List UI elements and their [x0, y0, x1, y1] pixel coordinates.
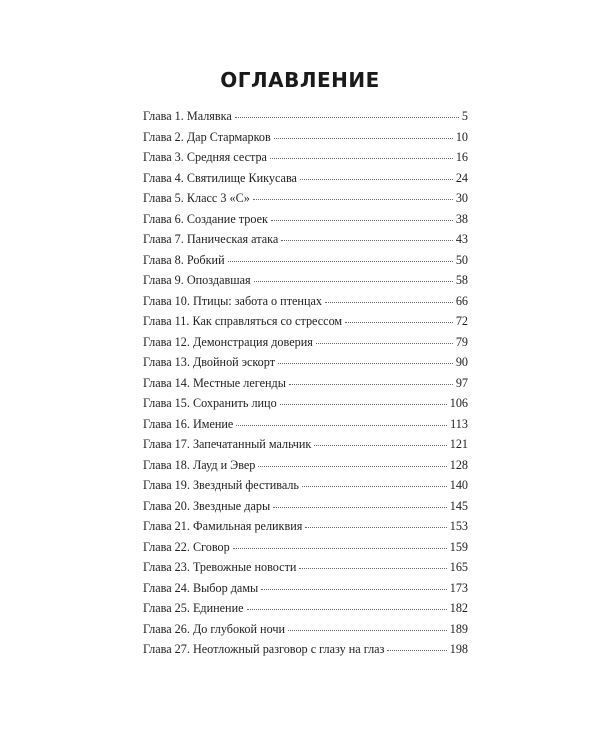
toc-chapter-title: Глава 27. Неотложный разговор с глазу на глаз: [143, 642, 385, 656]
toc-page-number: 72: [455, 314, 468, 328]
toc-page-number: 16: [455, 150, 468, 164]
dot-leader: [274, 138, 453, 139]
toc-chapter-title: Глава 20. Звездные дары: [143, 498, 271, 513]
toc-page-number: 165: [449, 560, 468, 574]
toc-page-number: 113: [450, 416, 468, 431]
toc-chapter-title: Глава 21. Фамильная реликвия: [143, 519, 303, 533]
toc-entry: [143, 642, 468, 663]
toc-page-number: 140: [449, 478, 468, 492]
toc-page-number: 153: [449, 519, 468, 533]
toc-entry: [143, 417, 468, 438]
toc-chapter-title: Глава 23. Тревожные новости: [143, 560, 297, 574]
toc-page-number: 182: [449, 601, 468, 615]
toc-chapter-title: Глава 22. Сговор: [143, 539, 230, 554]
dot-leader: [233, 548, 447, 549]
toc-page-number: 198: [449, 642, 468, 656]
toc-entry: [143, 519, 468, 540]
toc-page-number: 66: [455, 293, 468, 308]
page-title: ОГЛАВЛЕНИЕ: [220, 68, 380, 92]
toc-page-number: 189: [449, 621, 468, 636]
toc-chapter-title: Глава 12. Демонстрация доверия: [143, 334, 313, 349]
dot-leader: [235, 117, 459, 118]
toc-chapter-title: Глава 9. Опоздавшая: [143, 273, 251, 287]
toc-entry: [143, 396, 468, 417]
toc-entry: [143, 294, 468, 315]
toc-page-number: 79: [455, 334, 468, 349]
toc-chapter-title: Глава 6. Создание троек: [143, 211, 268, 226]
dot-leader: [236, 425, 447, 426]
dot-leader: [316, 343, 453, 344]
toc-page-number: 38: [455, 211, 468, 226]
dot-leader: [299, 568, 446, 569]
dot-leader: [300, 179, 453, 180]
toc-page-number: 106: [449, 396, 468, 410]
toc-chapter-title: Глава 2. Дар Стармарков: [143, 129, 271, 144]
dot-leader: [273, 507, 447, 508]
toc-entry: [143, 478, 468, 499]
toc-chapter-title: Глава 11. Как справляться со стрессом: [143, 314, 343, 328]
dot-leader: [345, 322, 453, 323]
toc-chapter-title: Глава 7. Паническая атака: [143, 232, 279, 246]
toc-page-number: 121: [449, 437, 468, 451]
toc-entry: [143, 212, 468, 233]
dot-leader: [305, 527, 446, 528]
toc-chapter-title: Глава 19. Звездный фестиваль: [143, 478, 299, 492]
dot-leader: [281, 240, 453, 241]
toc-entry: [143, 540, 468, 561]
toc-chapter-title: Глава 13. Двойной эскорт: [143, 355, 276, 369]
toc-chapter-title: Глава 10. Птицы: забота о птенцах: [143, 293, 322, 308]
toc-entry: [143, 232, 468, 253]
toc-chapter-title: Глава 24. Выбор дамы: [143, 580, 259, 595]
toc-entry: [143, 581, 468, 602]
toc-entry: [143, 601, 468, 622]
toc-chapter-title: Глава 1. Малявка: [143, 109, 232, 123]
dot-leader: [325, 302, 453, 303]
toc-entry: [143, 335, 468, 356]
dot-leader: [280, 404, 447, 405]
toc-chapter-title: Глава 14. Местные легенды: [143, 375, 286, 390]
dot-leader: [289, 384, 453, 385]
dot-leader: [288, 630, 447, 631]
toc-page-number: 128: [449, 457, 468, 472]
toc-page-number: 5: [461, 109, 468, 123]
toc-entry: [143, 130, 468, 151]
table-of-contents: [143, 109, 468, 663]
toc-chapter-title: Глава 8. Робкий: [143, 252, 225, 267]
dot-leader: [247, 609, 447, 610]
toc-page-number: 43: [455, 232, 468, 246]
toc-entry: [143, 253, 468, 274]
dot-leader: [270, 158, 453, 159]
toc-page-number: 50: [455, 252, 468, 267]
toc-chapter-title: Глава 15. Сохранить лицо: [143, 396, 277, 410]
toc-chapter-title: Глава 26. До глубокой ночи: [143, 621, 286, 636]
toc-entry: [143, 355, 468, 376]
toc-entry: [143, 109, 468, 130]
dot-leader: [278, 363, 453, 364]
toc-entry: [143, 437, 468, 458]
toc-entry: [143, 560, 468, 581]
dot-leader: [253, 199, 453, 200]
toc-page-number: 10: [455, 129, 468, 144]
toc-chapter-title: Глава 5. Класс 3 «С»: [143, 191, 250, 205]
toc-chapter-title: Глава 3. Средняя сестра: [143, 150, 267, 164]
toc-page-number: 58: [455, 273, 468, 287]
toc-chapter-title: Глава 17. Запечатанный мальчик: [143, 437, 312, 451]
toc-page-number: 24: [455, 170, 468, 185]
toc-entry: [143, 273, 468, 294]
toc-page-number: 159: [449, 539, 468, 554]
dot-leader: [387, 650, 446, 651]
toc-page-number: 97: [455, 375, 468, 390]
dot-leader: [228, 261, 453, 262]
toc-entry: [143, 376, 468, 397]
toc-page-number: 90: [455, 355, 468, 369]
toc-chapter-title: Глава 4. Святилище Кикусава: [143, 170, 297, 185]
dot-leader: [254, 281, 453, 282]
toc-entry: [143, 191, 468, 212]
toc-entry: [143, 622, 468, 643]
toc-entry: [143, 314, 468, 335]
toc-chapter-title: Глава 25. Единение: [143, 601, 244, 615]
toc-entry: [143, 171, 468, 192]
toc-page-number: 145: [449, 498, 468, 513]
dot-leader: [261, 589, 447, 590]
toc-entry: [143, 150, 468, 171]
toc-page-number: 30: [455, 191, 468, 205]
dot-leader: [314, 445, 446, 446]
toc-chapter-title: Глава 18. Лауд и Эвер: [143, 457, 256, 472]
toc-entry: [143, 458, 468, 479]
dot-leader: [258, 466, 446, 467]
dot-leader: [302, 486, 447, 487]
toc-entry: [143, 499, 468, 520]
toc-page-number: 173: [449, 580, 468, 595]
toc-chapter-title: Глава 16. Имение: [143, 416, 234, 431]
dot-leader: [271, 220, 453, 221]
